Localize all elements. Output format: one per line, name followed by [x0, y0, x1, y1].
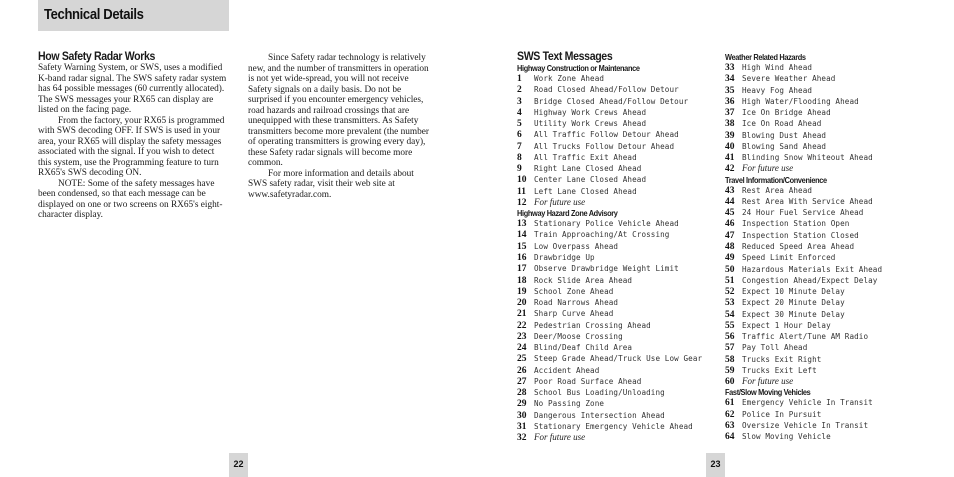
list-item: [725, 331, 925, 342]
left-column-1: [38, 50, 229, 221]
item-text: Oversize Vehicle In Transit: [742, 420, 869, 430]
paragraph-sws-intro: Safety Warning System, or SWS, uses a modified K-band radar signal. The SWS safety radar system has 64 possible messages (60 currently allocated). The SWS messages your RX65 can display are listed on the facing page.: [38, 63, 227, 115]
item-text: Inspection Station Closed: [742, 230, 859, 240]
item-number: 10: [517, 175, 527, 186]
item-text: 24 Hour Fuel Service Ahead: [742, 208, 864, 218]
item-number: 33: [725, 63, 735, 73]
item-number: 35: [725, 85, 735, 96]
list-item: [725, 342, 925, 353]
item-number: 18: [517, 275, 527, 286]
list-item: [517, 387, 717, 398]
item-number: 61: [725, 398, 735, 409]
item-text: Trucks Exit Right: [742, 354, 822, 364]
sws-list-column-1: [517, 63, 717, 444]
item-number: 51: [725, 275, 735, 286]
item-text: School Bus Loading/Unloading: [534, 388, 665, 398]
item-text: Hazardous Materials Exit Ahead: [742, 264, 883, 274]
list-item: [725, 185, 925, 196]
list-item: [725, 409, 925, 420]
item-text: Ice On Road Ahead: [742, 119, 822, 129]
list-item: [517, 129, 717, 140]
item-text: Highway Work Crews Ahead: [534, 107, 647, 117]
list-item: [517, 141, 717, 152]
group-heading: Highway Hazard Zone Advisory: [517, 208, 618, 219]
list-item: [725, 420, 925, 431]
paragraph-more-info: For more information and details about SWS safety radar, visit their web site at www.safetyradar.com.: [248, 168, 414, 200]
item-text: No Passing Zone: [534, 399, 605, 409]
item-number: 5: [517, 119, 522, 130]
item-number: 28: [517, 388, 527, 399]
list-item: [517, 263, 717, 274]
list-item: [517, 353, 717, 364]
item-text: Traffic Alert/Tune AM Radio: [742, 332, 869, 342]
list-item: [517, 320, 717, 331]
item-number: 9: [517, 164, 522, 175]
item-number: 14: [517, 230, 527, 241]
list-item: [517, 308, 717, 319]
item-text: Stationary Police Vehicle Ahead: [534, 219, 679, 229]
section-title-how-safety-radar-works: How Safety Radar Works: [38, 49, 156, 63]
item-text: For future use: [534, 432, 586, 443]
item-number: 12: [517, 197, 527, 208]
item-number: 4: [517, 107, 522, 118]
item-number: 16: [517, 252, 527, 263]
list-item: [725, 230, 925, 241]
paragraph-factory-setting: From the factory, your RX65 is programmed with SWS decoding OFF. If SWS is used in your area, your RX65 will display the safety messages associated with the signal. If you wish to detect this system, use the Programming feature to turn RX65's SWS decoding ON.: [38, 115, 225, 178]
item-number: 54: [725, 309, 735, 320]
item-number: 19: [517, 286, 527, 297]
page-number-left: 22: [229, 453, 248, 477]
item-number: 6: [517, 130, 522, 141]
list-item: [517, 218, 717, 229]
item-number: 25: [517, 354, 527, 365]
list-item: [517, 96, 717, 107]
item-text: Inspection Station Open: [742, 219, 850, 229]
item-number: 7: [517, 141, 522, 152]
item-number: 49: [725, 253, 735, 264]
page-number-right: 23: [706, 453, 725, 477]
item-text: Expect 1 Hour Delay: [742, 320, 831, 330]
list-item: [725, 286, 925, 297]
item-number: 32: [517, 433, 527, 444]
item-text: Sharp Curve Ahead: [534, 309, 614, 319]
item-text: Police In Pursuit: [742, 409, 822, 419]
item-number: 34: [725, 74, 735, 85]
item-number: 53: [725, 298, 735, 309]
item-number: 13: [517, 219, 527, 230]
item-number: 8: [517, 152, 522, 163]
item-number: 20: [517, 298, 527, 309]
group-heading: Fast/Slow Moving Vehicles: [725, 387, 811, 398]
list-item: [725, 376, 925, 387]
list-item: [725, 85, 925, 96]
item-text: School Zone Ahead: [534, 286, 614, 296]
item-text: Rest Area With Service Ahead: [742, 196, 873, 206]
item-number: 62: [725, 409, 735, 420]
list-item: [725, 107, 925, 118]
list-item: [725, 275, 925, 286]
item-text: Right Lane Closed Ahead: [534, 164, 642, 174]
item-number: 40: [725, 141, 735, 152]
list-item: [725, 62, 925, 73]
item-text: High Wind Ahead: [742, 63, 813, 72]
item-number: 50: [725, 264, 735, 275]
item-text: Drawbridge Up: [534, 252, 595, 262]
list-item: [517, 118, 717, 129]
item-text: Accident Ahead: [534, 365, 600, 375]
item-number: 57: [725, 343, 735, 354]
item-text: Road Narrows Ahead: [534, 298, 619, 308]
item-text: Blind/Deaf Child Area: [534, 343, 633, 353]
item-text: Pedestrian Crossing Ahead: [534, 320, 651, 330]
item-number: 1: [517, 74, 522, 84]
item-number: 2: [517, 85, 522, 96]
list-item: [725, 96, 925, 107]
item-text: Pay Toll Ahead: [742, 343, 808, 353]
item-text: Left Lane Closed Ahead: [534, 186, 637, 196]
item-number: 59: [725, 365, 735, 376]
item-text: All Traffic Exit Ahead: [534, 152, 637, 162]
item-number: 56: [725, 332, 735, 343]
item-number: 41: [725, 153, 735, 164]
list-item: [517, 376, 717, 387]
list-item: [517, 229, 717, 240]
item-number: 39: [725, 130, 735, 141]
item-number: 30: [517, 410, 527, 421]
item-number: 38: [725, 119, 735, 130]
list-item: [517, 186, 717, 197]
item-text: Trucks Exit Left: [742, 365, 817, 375]
item-number: 55: [725, 320, 735, 331]
item-text: Slow Moving Vehicle: [742, 432, 831, 442]
item-number: 3: [517, 96, 522, 107]
list-item: [725, 297, 925, 308]
item-text: Ice On Bridge Ahead: [742, 108, 831, 118]
list-item: [725, 309, 925, 320]
item-number: 47: [725, 230, 735, 241]
item-number: 17: [517, 264, 527, 275]
item-number: 26: [517, 365, 527, 376]
list-item: [725, 118, 925, 129]
item-text: Work Zone Ahead: [534, 74, 605, 83]
item-number: 37: [725, 108, 735, 119]
item-number: 27: [517, 376, 527, 387]
paragraph-technology-new: Since Safety radar technology is relatively new, and the number of transmitters in operation is not yet wide-spread, you will not receive Safety signals on a daily basis. Do not be surprised if you encounter emergency vehicles, road hazards and railroad crossings that are unequipped with these transmitters. As Safety transmitters become more prevalent (the number of operating transmitters is growing every day), these Safety radar signals will become more common.: [248, 53, 429, 168]
item-text: Poor Road Surface Ahead: [534, 376, 642, 386]
list-item: [517, 107, 717, 118]
item-text: Blowing Sand Ahead: [742, 141, 827, 151]
list-item: [517, 84, 717, 95]
item-text: Rock Slide Area Ahead: [534, 275, 633, 285]
item-number: 22: [517, 320, 527, 331]
list-item: [725, 207, 925, 218]
group-heading: Weather Related Hazards: [725, 52, 806, 62]
item-text: Speed Limit Enforced: [742, 253, 836, 263]
item-text: Utility Work Crews Ahead: [534, 119, 647, 129]
list-item: [725, 218, 925, 229]
list-item: [725, 141, 925, 152]
item-text: Steep Grade Ahead/Truck Use Low Gear: [534, 354, 703, 364]
section-title-sws-text-messages: [517, 50, 625, 63]
list-item: [517, 152, 717, 163]
list-item: [517, 241, 717, 252]
item-text: Rest Area Ahead: [742, 185, 813, 195]
item-number: 44: [725, 196, 735, 207]
item-number: 29: [517, 399, 527, 410]
item-number: 42: [725, 164, 735, 175]
item-text: Deer/Moose Crossing: [534, 331, 623, 341]
item-text: Expect 10 Minute Delay: [742, 287, 845, 297]
list-item: [517, 174, 717, 185]
item-number: 60: [725, 377, 735, 388]
item-number: 63: [725, 420, 735, 431]
list-item: [725, 320, 925, 331]
item-number: 24: [517, 343, 527, 354]
list-item: [725, 130, 925, 141]
group-heading: Travel Information/Convenience: [725, 174, 827, 185]
item-text: Observe Drawbridge Weight Limit: [534, 264, 679, 274]
list-item: [517, 365, 717, 376]
list-item: [725, 264, 925, 275]
item-number: 36: [725, 96, 735, 107]
list-item: [517, 252, 717, 263]
item-number: 58: [725, 354, 735, 365]
item-text: Road Closed Ahead/Follow Detour: [534, 85, 679, 95]
item-number: 45: [725, 208, 735, 219]
list-item: [725, 397, 925, 408]
item-text: Low Overpass Ahead: [534, 241, 619, 251]
item-number: 11: [517, 186, 526, 197]
item-text: All Trucks Follow Detour Ahead: [534, 141, 675, 151]
list-item: [725, 354, 925, 365]
item-number: 64: [725, 432, 735, 443]
item-number: 46: [725, 219, 735, 230]
item-number: 23: [517, 331, 527, 342]
list-item: [517, 398, 717, 409]
list-item: [725, 365, 925, 376]
list-item: [517, 297, 717, 308]
list-item: [725, 431, 925, 442]
item-text: Emergency Vehicle In Transit: [742, 398, 873, 408]
left-column-2: [248, 53, 432, 200]
item-text: Congestion Ahead/Expect Delay: [742, 275, 878, 285]
item-number: 48: [725, 241, 735, 252]
item-text: Center Lane Closed Ahead: [534, 175, 647, 185]
list-item: [517, 286, 717, 297]
list-item: [725, 73, 925, 84]
item-text: Expect 30 Minute Delay: [742, 309, 845, 319]
item-text: All Traffic Follow Detour Ahead: [534, 130, 679, 140]
item-number: 52: [725, 287, 735, 298]
item-text: Train Approaching/At Crossing: [534, 230, 670, 240]
item-number: 15: [517, 241, 527, 252]
list-item: [725, 163, 925, 174]
item-text: Expect 20 Minute Delay: [742, 298, 845, 308]
item-text: High Water/Flooding Ahead: [742, 96, 859, 106]
item-text: Reduced Speed Area Ahead: [742, 241, 855, 251]
item-text: Stationary Emergency Vehicle Ahead: [534, 421, 693, 431]
group-heading: Highway Construction or Maintenance: [517, 63, 640, 73]
item-text: For future use: [742, 376, 794, 387]
item-number: 31: [517, 421, 527, 432]
item-text: Bridge Closed Ahead/Follow Detour: [534, 96, 689, 106]
item-text: Blinding Snow Whiteout Ahead: [742, 153, 873, 163]
item-text: Blowing Dust Ahead: [742, 130, 827, 140]
item-text: Dangerous Intersection Ahead: [534, 410, 665, 420]
page-title: Technical Details: [44, 7, 144, 23]
list-item: [517, 163, 717, 174]
item-text: For future use: [534, 196, 586, 207]
item-text: Severe Weather Ahead: [742, 74, 836, 84]
list-item: [517, 410, 717, 421]
paragraph-note: NOTE: Some of the safety messages have been condensed, so that each message can be displayed on one or two screens on RX65's eight-character display.: [38, 178, 223, 220]
list-item: [725, 241, 925, 252]
list-item: [725, 252, 925, 263]
list-item: [517, 275, 717, 286]
list-item: [517, 342, 717, 353]
sws-title-text: SWS Text Messages: [517, 49, 613, 63]
item-number: 43: [725, 185, 735, 196]
list-item: [517, 432, 717, 443]
list-item: [517, 197, 717, 208]
item-text: Heavy Fog Ahead: [742, 85, 813, 95]
item-number: 21: [517, 309, 527, 320]
list-item: [725, 152, 925, 163]
list-item: [517, 421, 717, 432]
item-text: For future use: [742, 163, 794, 174]
list-item: [517, 73, 717, 84]
list-item: [517, 331, 717, 342]
list-item: [725, 196, 925, 207]
sws-list-column-2: [725, 52, 925, 443]
